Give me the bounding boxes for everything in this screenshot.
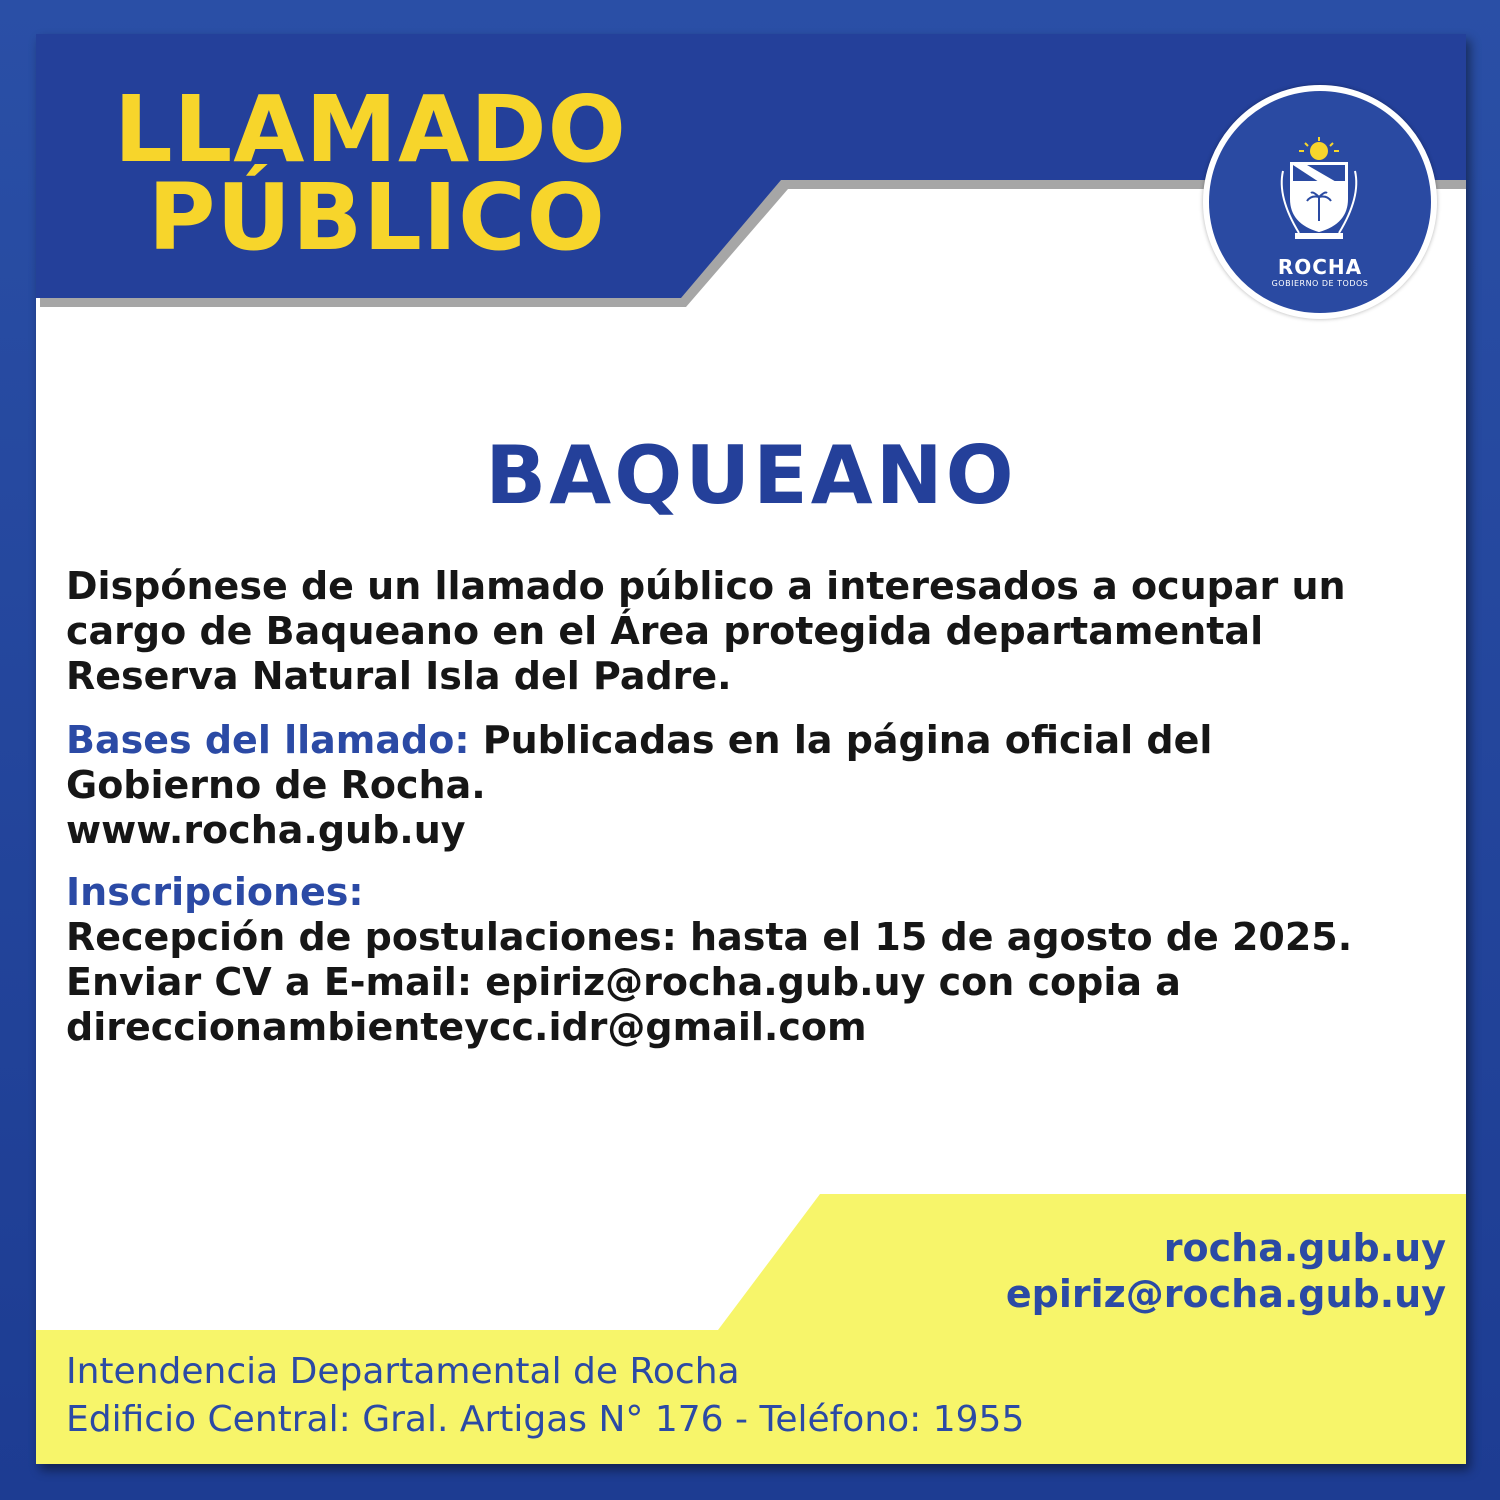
inscripciones-copy-email[interactable]: direccionambienteycc.idr@gmail.com <box>66 1005 867 1049</box>
description-line: cargo de Baqueano en el Área protegida departamental <box>66 609 1264 653</box>
coat-of-arms-icon <box>1269 137 1369 247</box>
description-paragraph <box>66 564 1436 699</box>
inscripciones-paragraph <box>66 870 1436 1050</box>
job-title: BAQUEANO <box>485 429 1017 522</box>
poster-card <box>36 34 1466 1464</box>
bases-label: Bases del llamado: <box>66 718 470 762</box>
description-line: Dispónese de un llamado público a interesados a ocupar un <box>66 564 1346 608</box>
description-line: Reserva Natural Isla del Padre. <box>66 654 732 698</box>
bases-paragraph <box>66 718 1436 853</box>
inscripciones-label: Inscripciones: <box>66 870 364 914</box>
header-title-line-2: PÚBLICO <box>148 164 606 271</box>
inscripciones-email-line[interactable]: Enviar CV a E-mail: epiriz@rocha.gub.uy con copia a <box>66 960 1181 1004</box>
footer-email-link[interactable]: epiriz@rocha.gub.uy <box>1005 1272 1446 1316</box>
footer-website-link[interactable]: rocha.gub.uy <box>1163 1226 1446 1270</box>
bases-text: Publicadas en la página oficial del <box>469 718 1213 762</box>
footer-address: Edificio Central: Gral. Artigas N° 176 - Teléfono: 1955 <box>66 1399 1025 1440</box>
footer-organization: Intendencia Departamental de Rocha <box>66 1351 740 1392</box>
logo-name: ROCHA <box>1277 255 1363 279</box>
inscripciones-deadline: Recepción de postulaciones: hasta el 15 de agosto de 2025. <box>66 915 1353 959</box>
rocha-logo <box>1203 85 1437 319</box>
bases-url-link[interactable]: www.rocha.gub.uy <box>66 808 466 852</box>
bases-text-line: Gobierno de Rocha. <box>66 763 486 807</box>
logo-tagline: GOBIERNO DE TODOS <box>1271 279 1369 288</box>
bases-line <box>66 718 1436 763</box>
header-title-line-1: LLAMADO <box>114 76 627 183</box>
